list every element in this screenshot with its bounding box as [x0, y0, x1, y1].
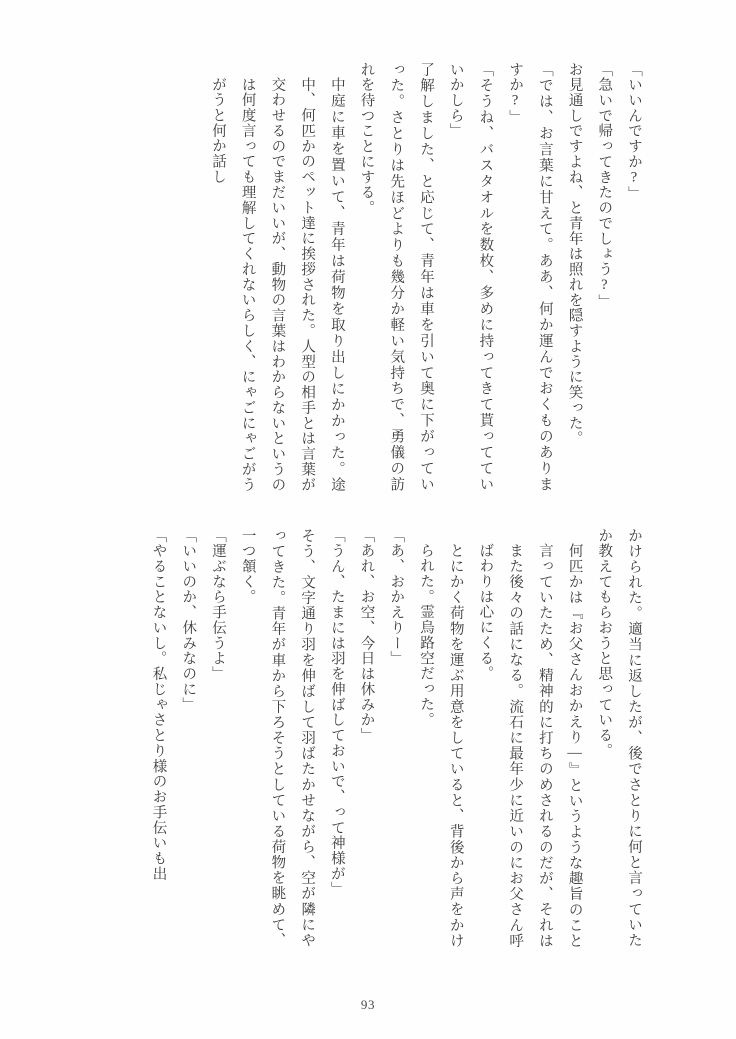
paragraph: 了解しました、と応じて、青年は車を引いて奥に下がっていった。さとりは先ほどよりも幾分か軽い気持ちで、勇儀の訪れを待つことにする。 [358, 62, 434, 492]
text-block-top [108, 62, 648, 492]
page-number: 93 [360, 997, 376, 1012]
text-block-bottom [108, 528, 648, 948]
paragraph: とにかく荷物を運ぶ用意をしていると、背後から声をかけられた。霊烏路空だった。 [417, 542, 464, 948]
paragraph: 「いいのか、休みなのに」 [180, 528, 197, 713]
paragraph: 「では、お言葉に甘えて。ああ、何か運んでおくものありますか?」 [507, 62, 553, 492]
paragraph: 中庭に車を置いて、青年は荷物を取り出しにかかった。途中、何匹かのペット達に挨拶された。人型の相手とは言葉が交わせるのでまだいいが、動物の言葉はわからないというのは何度言っても理解してくれないらしく、にゃごにゃごがうがうと何か話し [209, 76, 345, 492]
paragraph: 「急いで帰ってきたのでしょう?」 [596, 62, 613, 310]
paragraph: 何匹かは『お父さんおかえり―』というような趣旨のこと言っていたため、精神的に打ちのめされるのだが、それはまた後々の話になる。流石に最年少に近いのにお父さん呼ばわりは心にくる。 [477, 542, 583, 948]
paragraph: かけられた。適当に返したが、後でさとりに何と言っていたか教えてもらおうと思っている。 [596, 528, 642, 948]
paragraph: そう、文字通り羽を伸ばして羽ばたかせながら、空が隣にやってきた。青年が車から下ろそうとしている荷物を眺めて、一つ頷く。 [239, 528, 316, 948]
paragraph: 「あれ、お空、今日は休みか」 [358, 528, 375, 744]
paragraph: 「そうね、バスタオルを数枚、多めに持ってきて貰ってていいかしら」 [447, 62, 494, 492]
paragraph: 「うん、たまには羽を伸ばしておいで、って神様が」 [328, 528, 345, 897]
paragraph: お見通しですよね、と青年は照れを隠すように笑った。 [566, 62, 583, 447]
paragraph: 「あ、おかえりー」 [388, 528, 405, 667]
paragraph: 「やることないし。私じゃさとり様のお手伝いも出 [150, 528, 167, 882]
paragraph: 「いいんですか?」 [626, 62, 642, 202]
paragraph: 「運ぶなら手伝うよ」 [209, 528, 226, 682]
